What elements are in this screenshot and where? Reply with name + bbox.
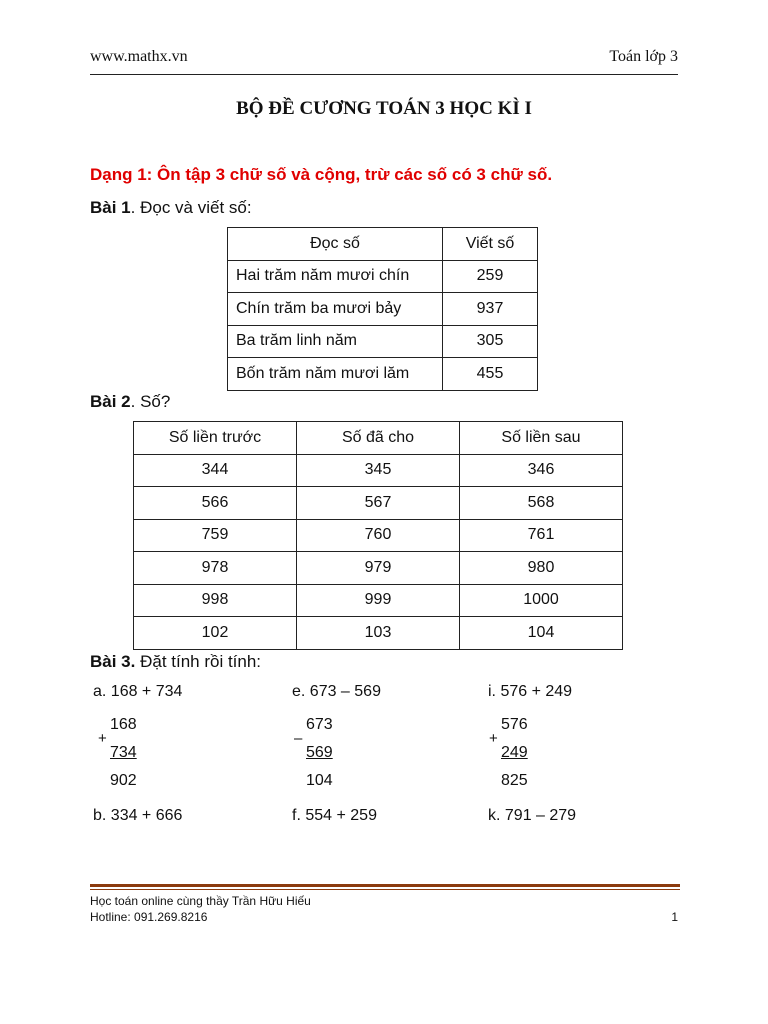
table-header-cell: Số liền sau [460,422,623,455]
table-cell: 344 [134,454,297,487]
column-a-bottom: 734 [110,744,137,761]
table-cell: 999 [297,584,460,617]
column-a-operator: + [98,730,107,747]
table-header-cell: Đọc số [228,228,443,261]
table-row [134,584,623,617]
problem-b: b. 334 + 666 [93,807,183,824]
exercise-2-text: . Số? [130,392,171,411]
table-cell: 567 [297,487,460,520]
table-row [228,358,538,391]
column-i-result: 825 [501,772,528,789]
table-cell: Bốn trăm năm mươi lăm [228,358,443,391]
column-i-operator: + [489,730,498,747]
problem-e: e. 673 – 569 [292,683,381,700]
read-write-numbers-table [227,227,538,391]
table-row [228,293,538,326]
footer-teacher: Học toán online cùng thầy Trần Hữu Hiếu [90,894,311,908]
table-row [228,260,538,293]
exercise-1-text: . Đọc và viết số: [130,198,252,217]
site-url: www.mathx.vn [90,48,188,65]
neighbor-numbers-table [133,421,623,650]
table-cell: Ba trăm linh năm [228,325,443,358]
table-cell: 566 [134,487,297,520]
exercise-3-label: Bài 3. [90,652,136,671]
table-cell: 760 [297,519,460,552]
document-title: BỘ ĐỀ CƯƠNG TOÁN 3 HỌC KÌ I [236,98,532,119]
header-divider [90,74,678,75]
table-header-cell: Viết số [443,228,538,261]
table-cell: 980 [460,552,623,585]
table-cell: 759 [134,519,297,552]
table-row [134,454,623,487]
problem-f: f. 554 + 259 [292,807,377,824]
exercise-2-label: Bài 2 [90,392,131,411]
column-a-top: 168 [110,716,137,733]
table-cell: 568 [460,487,623,520]
footer-divider-thin [90,889,680,890]
table-cell: 937 [443,293,538,326]
exercise-3-heading [90,652,261,672]
table-header-row [134,422,623,455]
table-cell: 103 [297,617,460,650]
problem-k: k. 791 – 279 [488,807,577,824]
footer-hotline: Hotline: 091.269.8216 [90,910,208,924]
page-number: 1 [671,910,678,924]
column-i-top: 576 [501,716,528,733]
table-cell: 1000 [460,584,623,617]
table-cell: 455 [443,358,538,391]
problem-a: a. 168 + 734 [93,683,183,700]
table-cell: 346 [460,454,623,487]
table-cell: 979 [297,552,460,585]
table-row [228,325,538,358]
table-cell: 761 [460,519,623,552]
table-cell: 345 [297,454,460,487]
column-a-result: 902 [110,772,137,789]
problem-i: i. 576 + 249 [488,683,573,700]
footer-divider-thick [90,884,680,887]
table-cell: 978 [134,552,297,585]
table-cell: 305 [443,325,538,358]
section-heading: Dạng 1: Ôn tập 3 chữ số và cộng, trừ các số có 3 chữ số. [90,165,553,184]
exercise-3-text: Đặt tính rồi tính: [135,652,262,671]
table-row [134,552,623,585]
exercise-1-label: Bài 1 [90,198,131,217]
table-header-row [228,228,538,261]
column-e-result: 104 [306,772,333,789]
table-cell: Hai trăm năm mươi chín [228,260,443,293]
exercise-1-heading [90,198,252,218]
exercise-2-heading [90,392,170,412]
subject-label: Toán lớp 3 [609,48,678,65]
table-row [134,487,623,520]
table-row [134,519,623,552]
column-i-bottom: 249 [501,744,528,761]
column-e-operator: – [294,730,303,747]
table-cell: 104 [460,617,623,650]
table-header-cell: Số đã cho [297,422,460,455]
table-cell: 102 [134,617,297,650]
table-cell: 998 [134,584,297,617]
column-e-bottom: 569 [306,744,333,761]
table-row [134,617,623,650]
table-header-cell: Số liền trước [134,422,297,455]
table-cell: Chín trăm ba mươi bảy [228,293,443,326]
table-cell: 259 [443,260,538,293]
column-e-top: 673 [306,716,333,733]
